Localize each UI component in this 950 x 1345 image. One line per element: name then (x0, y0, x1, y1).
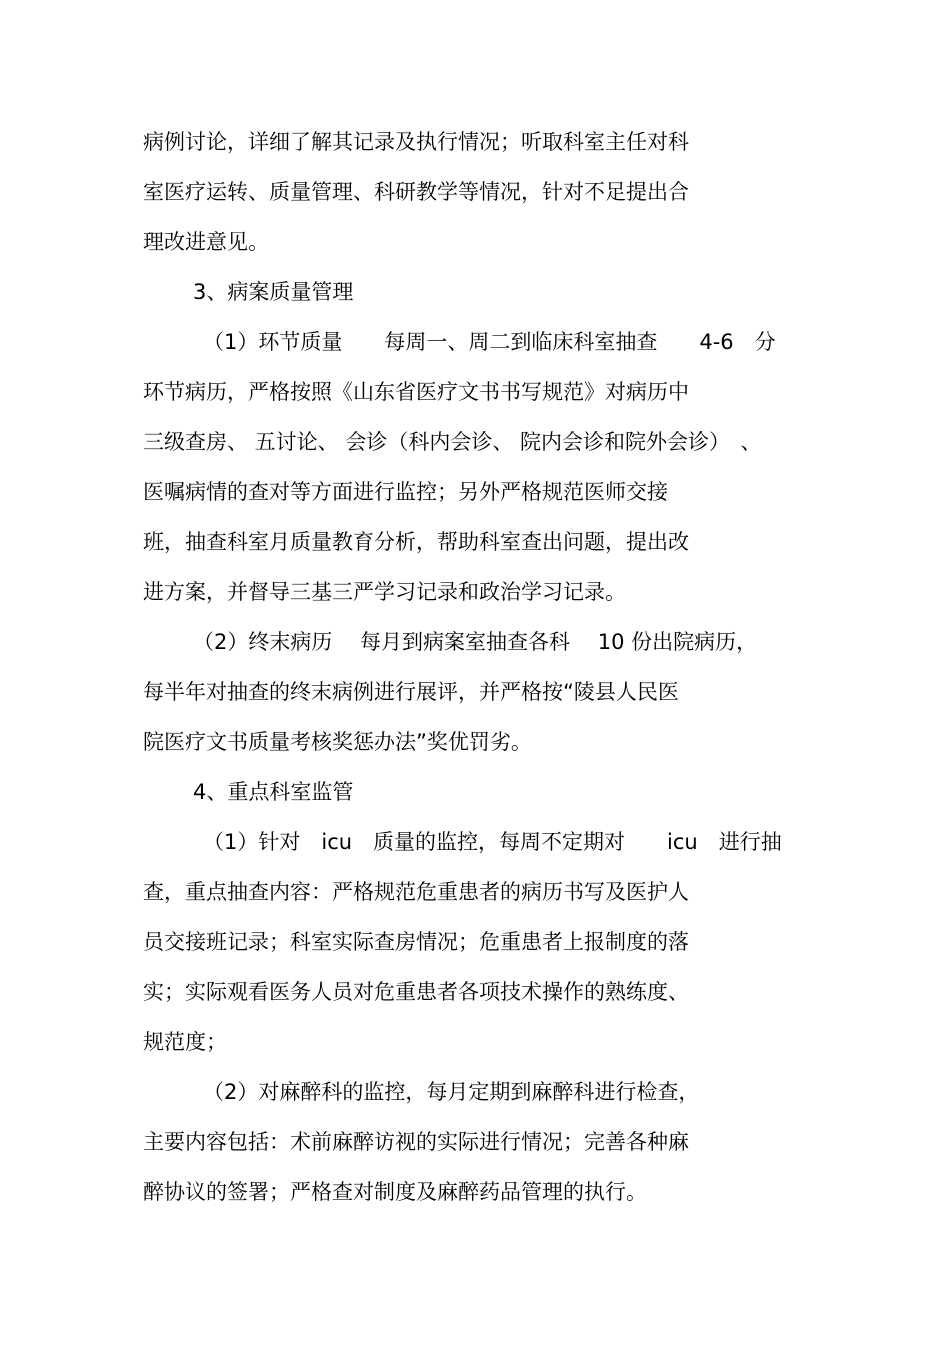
text-line-5: （1）环节质量 每周一、周二到临床科室抽查 4-6 分 (203, 330, 776, 354)
text-line-21: 主要内容包括：术前麻醉访视的实际进行情况；完善各种麻 (143, 1130, 689, 1154)
text-line-16: 查，重点抽查内容：严格规范危重患者的病历书写及医护人 (143, 880, 689, 904)
text-line-2: 室医疗运转、质量管理、科研教学等情况，针对不足提出合 (143, 180, 689, 204)
text-line-19: 规范度； (143, 1030, 227, 1054)
text-line-3: 理改进意见。 (143, 230, 269, 254)
text-line-18: 实；实际观看医务人员对危重患者各项技术操作的熟练度、 (143, 980, 689, 1004)
text-line-7: 三级查房、 五讨论、 会诊（科内会诊、 院内会诊和院外会诊） 、 (143, 430, 762, 454)
section-heading-4: 4、重点科室监管 (193, 780, 354, 804)
section-heading-3: 3、病案质量管理 (193, 280, 354, 304)
text-line-22: 醉协议的签署；严格查对制度及麻醉药品管理的执行。 (143, 1180, 647, 1204)
text-line-6: 环节病历，严格按照《山东省医疗文书书写规范》对病历中 (143, 380, 689, 404)
text-line-9: 班，抽查科室月质量教育分析，帮助科室查出问题，提出改 (143, 530, 689, 554)
text-line-8: 医嘱病情的查对等方面进行监控；另外严格规范医师交接 (143, 480, 668, 504)
text-line-15: （1）针对 icu 质量的监控，每周不定期对 icu 进行抽 (203, 830, 782, 854)
text-line-17: 员交接班记录；科室实际查房情况；危重患者上报制度的落 (143, 930, 689, 954)
text-line-1: 病例讨论，详细了解其记录及执行情况；听取科室主任对科 (143, 130, 689, 154)
text-line-13: 院医疗文书质量考核奖惩办法”奖优罚劣。 (143, 730, 532, 754)
text-line-10: 进方案，并督导三基三严学习记录和政治学习记录。 (143, 580, 626, 604)
text-line-20: （2）对麻醉科的监控，每月定期到麻醉科进行检查， (203, 1080, 700, 1104)
text-line-12: 每半年对抽查的终末病例进行展评，并严格按“陵县人民医 (143, 680, 679, 704)
text-line-11: （2）终末病历 每月到病案室抽查各科 10 份出院病历， (193, 630, 758, 654)
